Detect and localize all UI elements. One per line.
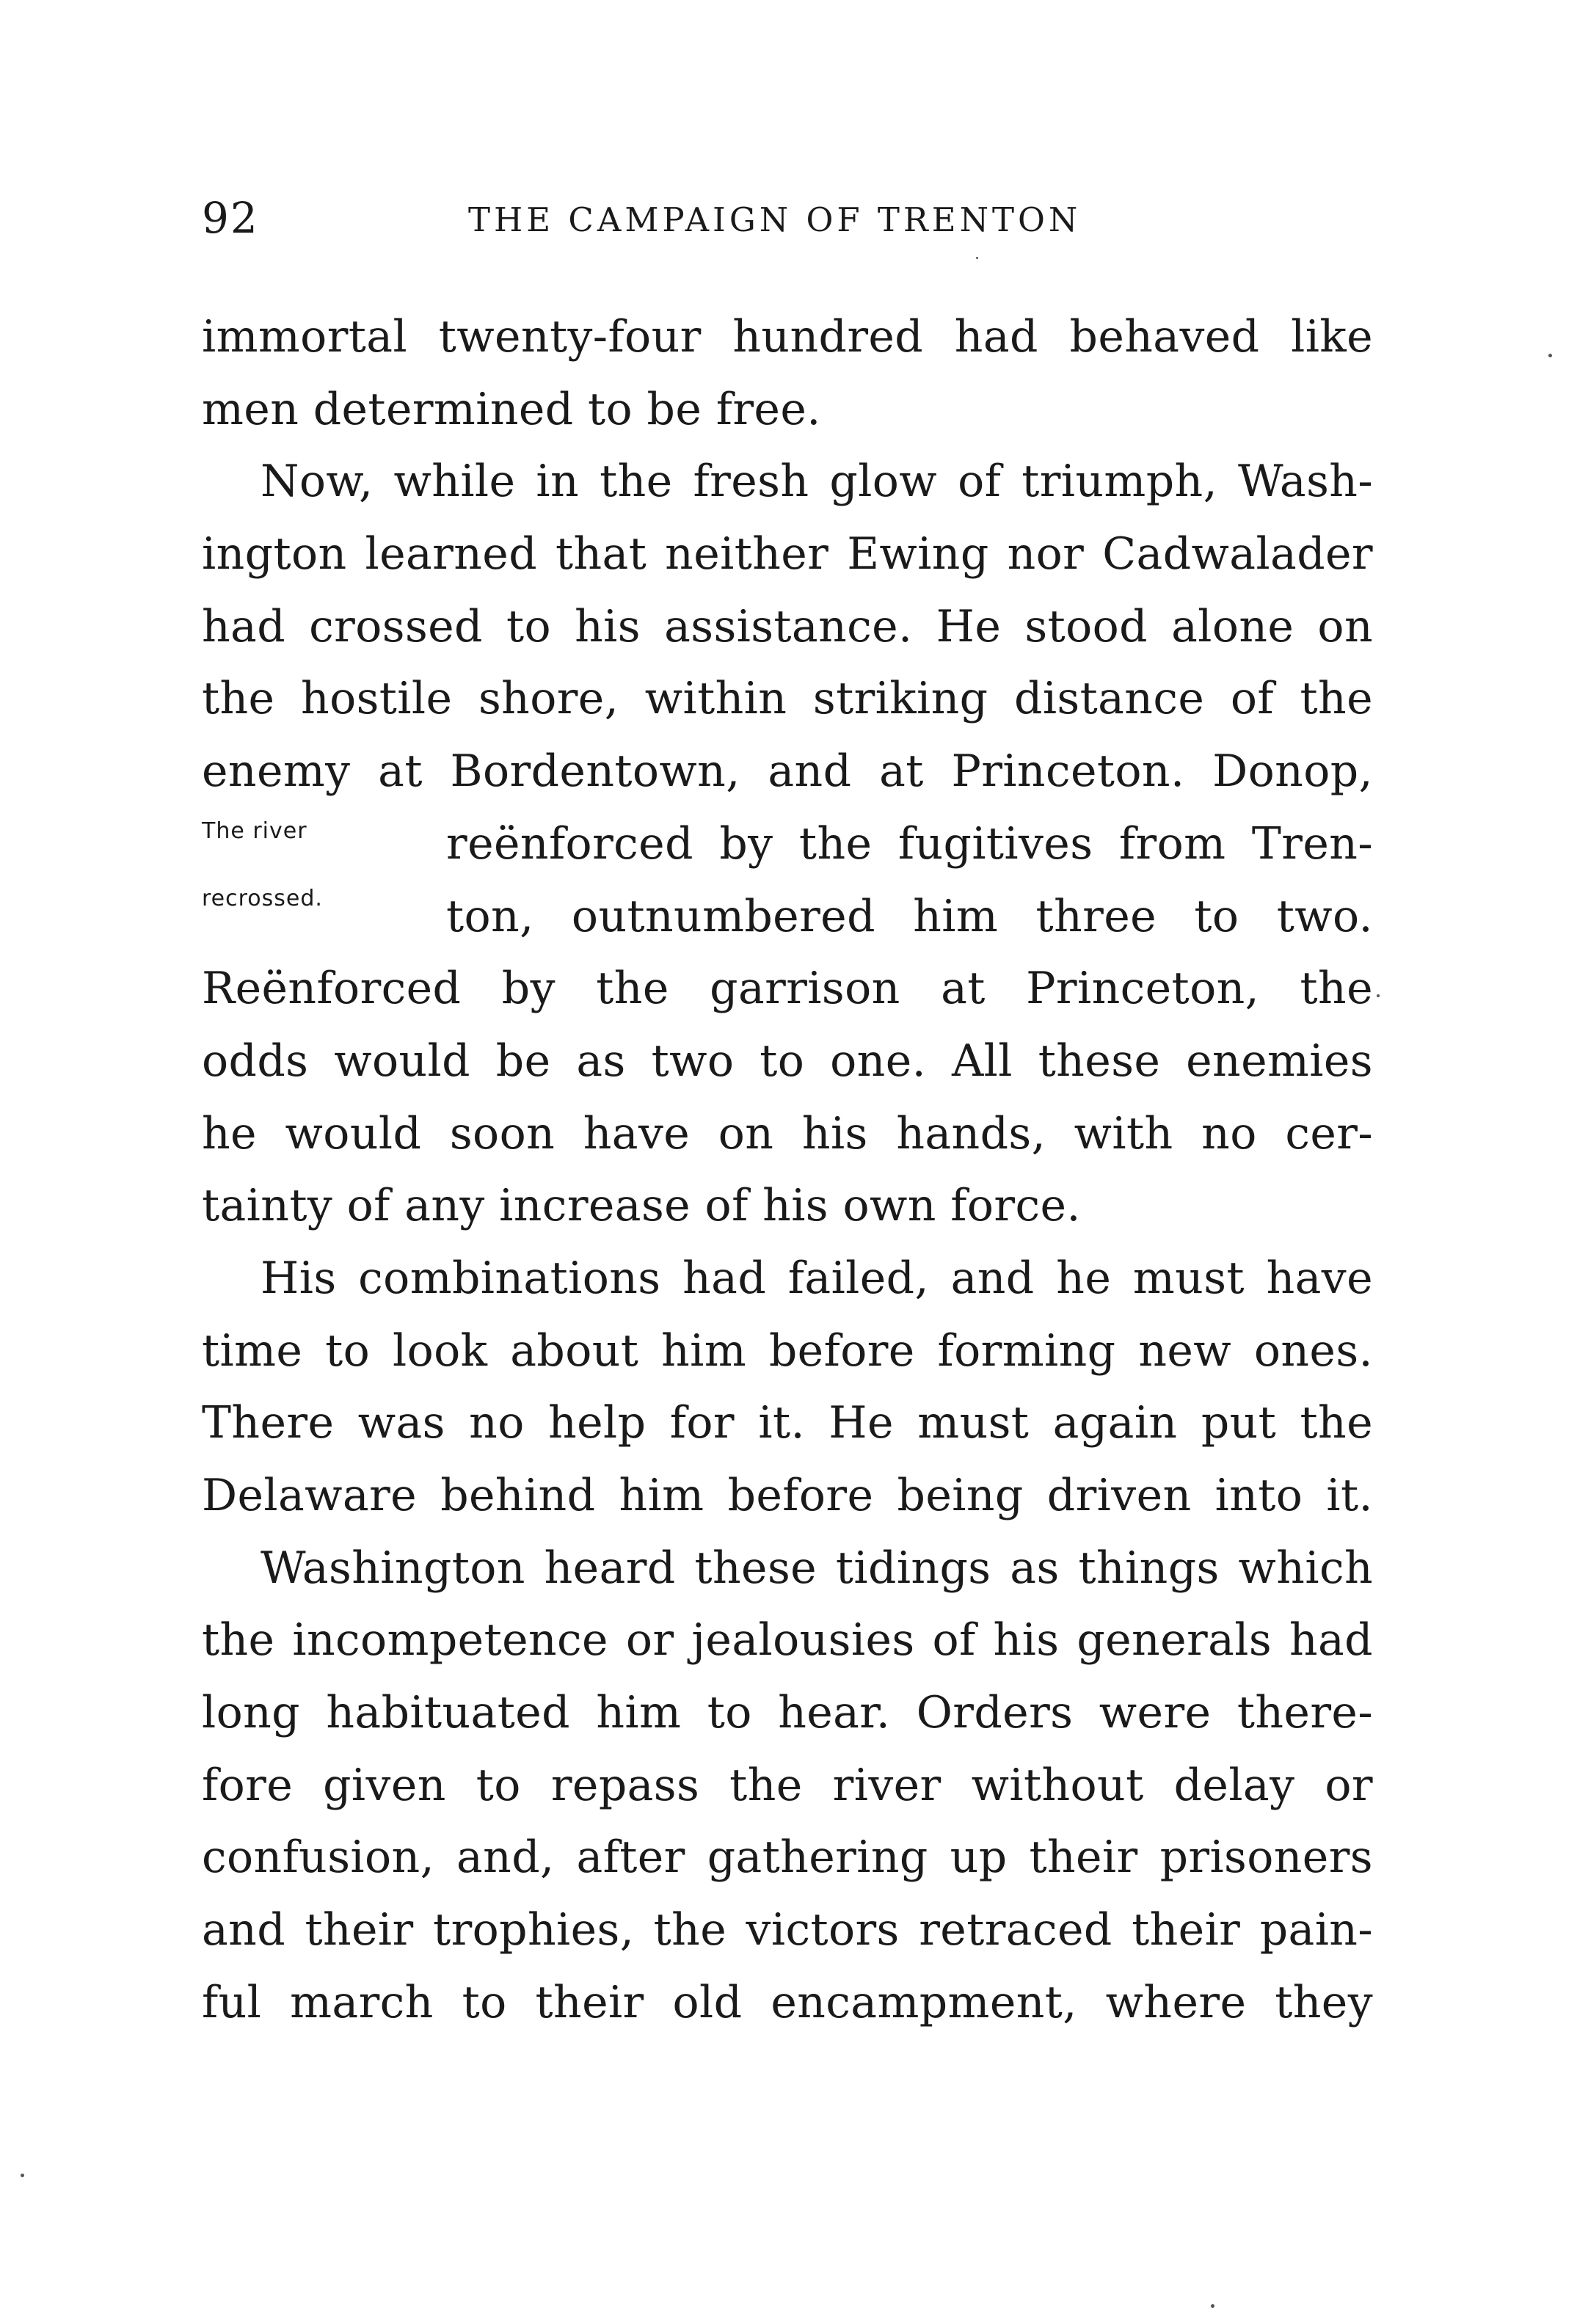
paragraph-start-line: His combinations had failed, and he must have — [261, 1252, 1373, 1304]
paper-speck — [1211, 2304, 1214, 2308]
paragraph-start-line: Now, while in the fresh glow of triumph, Wash- — [261, 456, 1373, 508]
sidenote-line-1: The river — [202, 818, 307, 844]
text-line: Reënforced by the garrison at Princeton, the — [202, 963, 1373, 1015]
text-line: ington learned that neither Ewing nor Cadwalader — [202, 528, 1373, 580]
text-line: tainty of any increase of his own force. — [202, 1180, 1081, 1232]
text-line: immortal twenty-four hundred had behaved like — [202, 311, 1373, 363]
text-line: the hostile shore, within striking distance of the — [202, 673, 1373, 725]
text-line: long habituated him to hear. Orders were there- — [202, 1687, 1373, 1739]
text-line: the incompetence or jealousies of his generals had — [202, 1614, 1373, 1666]
text-line: enemy at Bordentown, and at Princeton. Donop, — [202, 746, 1373, 798]
paragraph-start-line: Washington heard these tidings as things which — [261, 1542, 1373, 1594]
paper-speck — [21, 2174, 24, 2177]
text-line: Delaware behind him before being driven into it. — [202, 1470, 1373, 1521]
text-line: he would soon have on his hands, with no cer- — [202, 1107, 1373, 1159]
text-line: odds would be as two to one. All these enemies — [202, 1035, 1373, 1087]
text-line: confusion, and, after gathering up their prisoners — [202, 1832, 1373, 1884]
text-line: men determined to be free. — [202, 383, 821, 435]
page-number: 92 — [202, 193, 259, 243]
text-line: There was no help for it. He must again put the — [202, 1397, 1373, 1449]
paper-speck — [1548, 354, 1552, 357]
text-line: ton, outnumbered him three to two. — [446, 890, 1373, 942]
text-line: time to look about him before forming new ones. — [202, 1325, 1373, 1377]
body-text — [202, 301, 1373, 2039]
text-line: ful march to their old encampment, where they — [202, 1976, 1373, 2028]
running-head: THE CAMPAIGN OF TRENTON — [468, 200, 1082, 239]
text-line: fore given to repass the river without delay or — [202, 1759, 1373, 1811]
paper-speck — [1377, 994, 1380, 997]
sidenote-line-2: recrossed. — [202, 886, 323, 911]
text-line: reënforced by the fugitives from Tren- — [446, 817, 1373, 870]
text-line: had crossed to his assistance. He stood alone on — [202, 600, 1373, 652]
text-line: and their trophies, the victors retraced their pain- — [202, 1904, 1373, 1956]
paper-speck — [976, 257, 978, 259]
